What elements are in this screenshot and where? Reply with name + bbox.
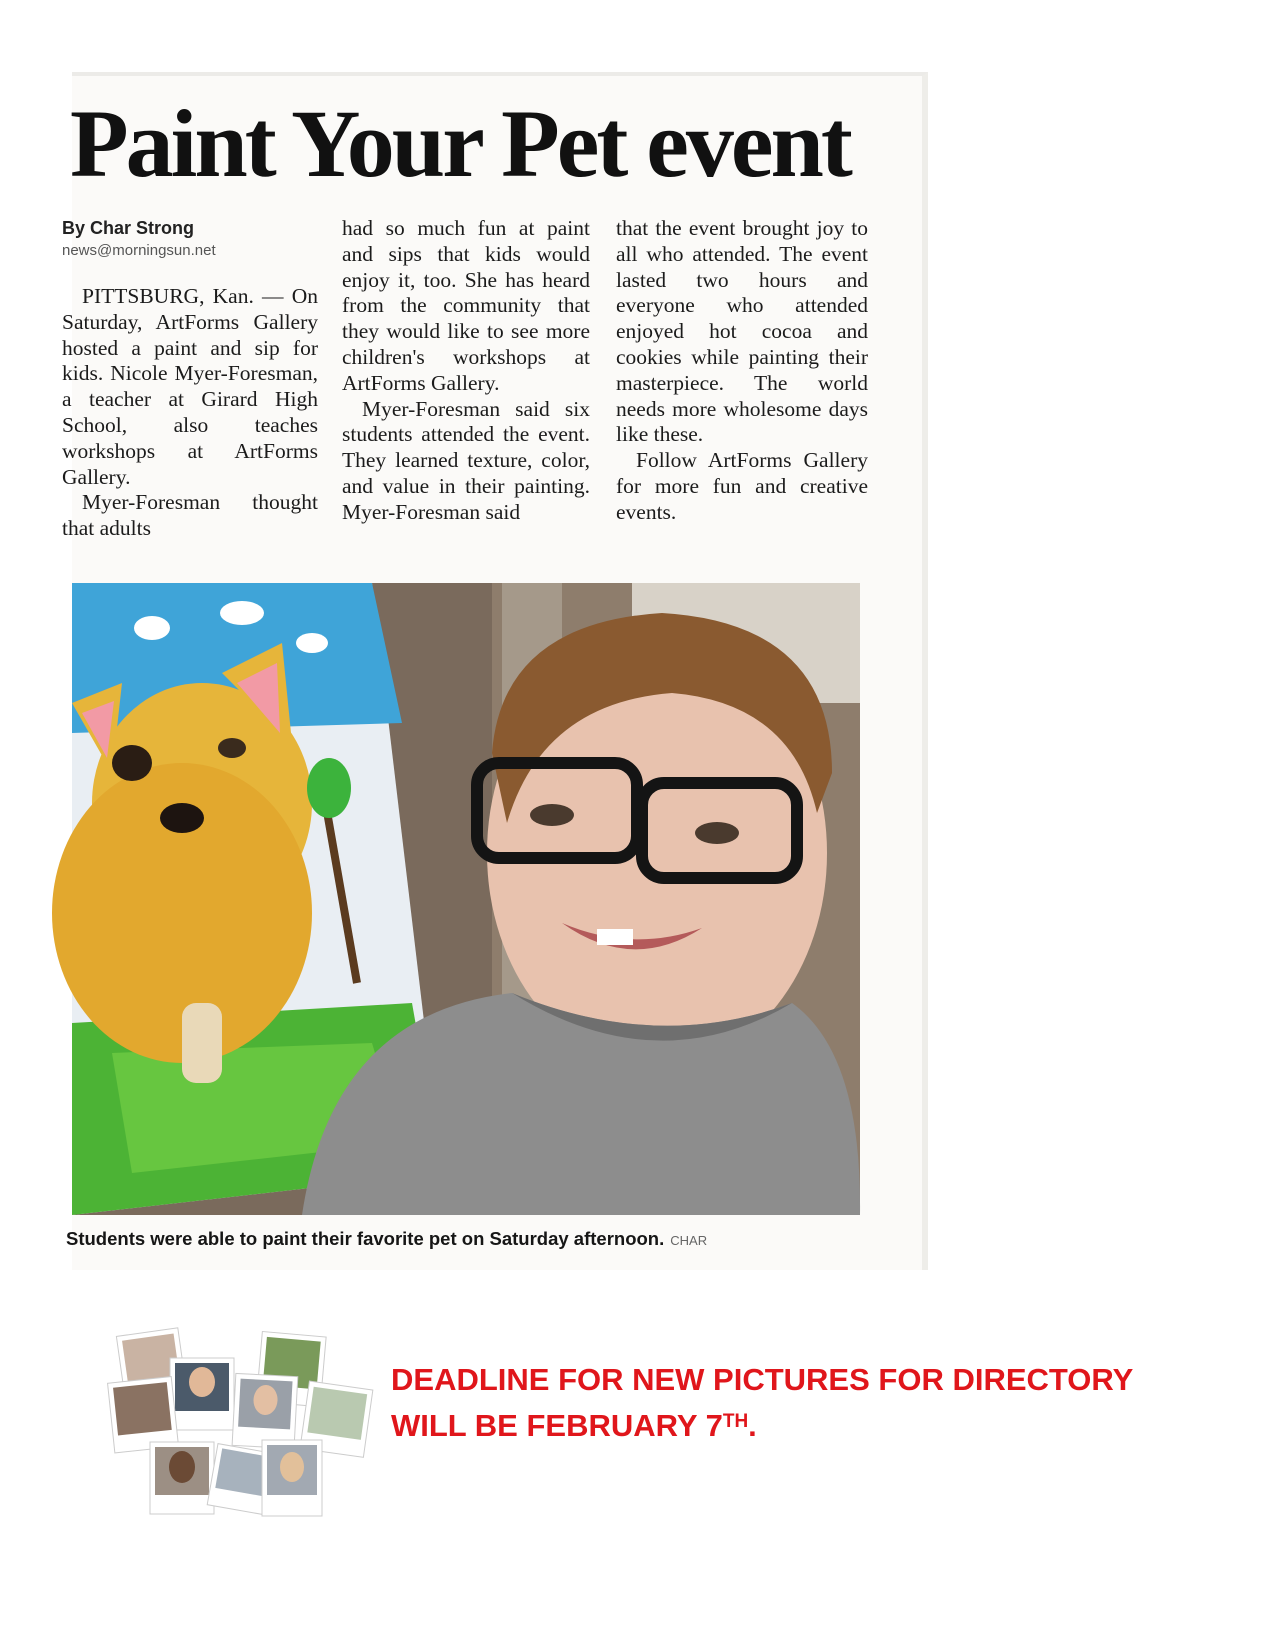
photo-credit: CHAR	[670, 1233, 708, 1248]
directory-deadline-notice	[391, 1357, 1191, 1449]
article-paragraph: Myer-Foresman thought that adults	[62, 490, 318, 541]
article-email: news@morningsun.net	[62, 242, 216, 259]
caption-text: Students were able to paint their favorite pet on Saturday afternoon.	[66, 1228, 665, 1249]
polaroid-collage-image	[110, 1330, 375, 1520]
article-headline: Paint Your Pet event	[70, 90, 850, 197]
photo-caption	[66, 1228, 707, 1250]
article-photo	[72, 583, 860, 1215]
directory-photos-collage	[110, 1330, 375, 1520]
newspaper-clipping	[62, 72, 928, 1270]
deadline-date: WILL BE FEBRUARY 7	[391, 1408, 723, 1443]
article-column-1	[62, 216, 318, 542]
boy-with-pet-painting-photo	[72, 583, 860, 1215]
deadline-line-2	[391, 1403, 1191, 1449]
article-paragraph: had so much fun at paint and sips that kids would enjoy it, too. She has heard from the community that they would like to see more children's workshops at ArtForms Gallery.	[342, 216, 590, 395]
article-column-3	[616, 216, 868, 526]
deadline-period: .	[748, 1408, 757, 1443]
article-paragraph: that the event brought joy to all who attended. The event lasted two hours and everyone who attended enjoyed hot cocoa and cookies while painting their masterpiece. The world needs more wholesome days like these.	[616, 216, 868, 447]
deadline-superscript: TH	[722, 1411, 749, 1432]
article-paragraph: Myer-Foresman said six students attended the event. They learned texture, color, and value in their painting. Myer-Foresman said	[342, 396, 590, 524]
article-paragraph: Follow ArtForms Gallery for more fun and creative events.	[616, 448, 868, 524]
article-column-2	[342, 216, 590, 526]
article-byline: By Char Strong	[62, 218, 195, 238]
deadline-line-1: DEADLINE FOR NEW PICTURES FOR DIRECTORY	[391, 1362, 1134, 1397]
article-paragraph: PITTSBURG, Kan. — On Saturday, ArtForms Gallery hosted a paint and sip for kids. Nicole Myer-Foresman, a teacher at Girard High School, also teaches workshops at ArtForms Gallery.	[62, 284, 318, 489]
